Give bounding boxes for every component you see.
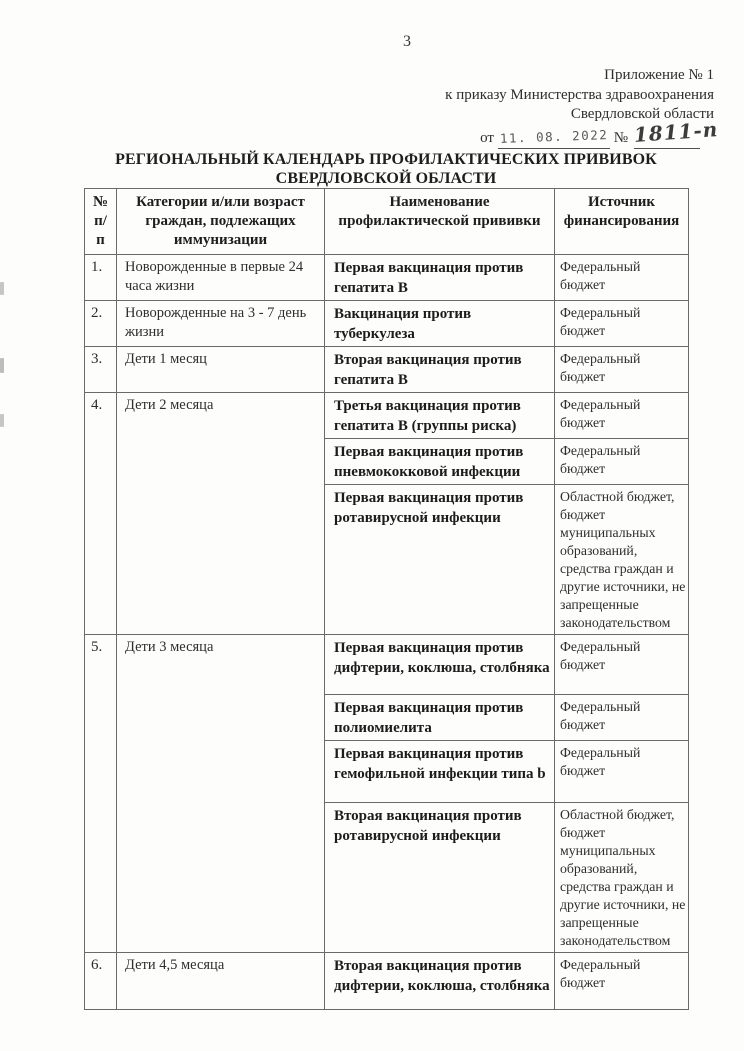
header-num-line: п [96,232,105,248]
cell-category: Дети 4,5 месяца [117,953,325,1010]
header-cell-vaccine: Наименование профилактической прививки [325,189,555,255]
cell-vaccine: Вторая вакцинация против ротавирусной инфекции [325,803,555,953]
table-row [85,301,689,347]
header-cell-category: Категории и/или возраст граждан, подлежащих иммунизации [117,189,325,255]
document-title [84,150,688,188]
cell-vaccine: Первая вакцинация против дифтерии, коклюша, столбняка [325,635,555,695]
cell-vaccine: Вакцинация против туберкулеза [325,301,555,347]
cell-num: 3. [85,347,117,393]
cell-vaccine: Первая вакцинация против гемофильной инфекции типа b [325,741,555,803]
cell-source: Федеральный бюджет [555,695,689,741]
cell-vaccine: Первая вакцинация против гепатита В [325,255,555,301]
cell-num: 1. [85,255,117,301]
order-date-number-line [445,116,719,150]
scan-artifact-mark [0,414,4,427]
order-date-underline [498,128,610,150]
cell-num: 5. [85,635,117,953]
cell-source: Федеральный бюджет [555,953,689,1010]
cell-source: Федеральный бюджет [555,439,689,485]
appendix-line-1: Приложение № 1 [604,67,714,83]
cell-num: 6. [85,953,117,1010]
document-title-line-2: СВЕРДЛОВСКОЙ ОБЛАСТИ [275,170,497,187]
order-date-label: от [480,129,494,146]
cell-source: Федеральный бюджет [555,255,689,301]
vaccination-calendar-table [84,188,689,1010]
table-row [85,635,689,695]
table-row [85,953,689,1010]
cell-source: Федеральный бюджет [555,347,689,393]
page-number: 3 [403,33,411,50]
order-number-handwritten: 1811-п [633,116,719,147]
cell-source: Областной бюджет, бюджет муниципальных образований, средства граждан и другие источники, не запрещенные законодательством [555,485,689,635]
cell-vaccine: Первая вакцинация против пневмококковой инфекции [325,439,555,485]
header-num-line: п/ [94,213,107,229]
cell-category: Дети 3 месяца [117,635,325,953]
table-row [85,393,689,439]
cell-source: Федеральный бюджет [555,741,689,803]
document-title-line-1: РЕГИОНАЛЬНЫЙ КАЛЕНДАРЬ ПРОФИЛАКТИЧЕСКИХ ПРИВИВОК [115,151,657,168]
header-cell-source: Источник финансирования [555,189,689,255]
table-row [85,347,689,393]
cell-num: 4. [85,393,117,635]
cell-source: Областной бюджет, бюджет муниципальных образований, средства граждан и другие источники, не запрещенные законодательством [555,803,689,953]
order-date-stamp: 11. 08. 2022 [499,126,609,146]
cell-source: Федеральный бюджет [555,301,689,347]
appendix-line-2: к приказу Министерства здравоохранения [445,86,714,103]
cell-category: Новорожденные в первые 24 часа жизни [117,255,325,301]
cell-num: 2. [85,301,117,347]
cell-vaccine: Первая вакцинация против ротавирусной инфекции [325,485,555,635]
appendix-line-3: Свердловской области [570,106,714,122]
cell-vaccine: Первая вакцинация против полиомиелита [325,695,555,741]
appendix-block [445,66,719,149]
table-header-row [85,189,689,255]
cell-vaccine: Вторая вакцинация против гепатита В [325,347,555,393]
cell-vaccine: Третья вакцинация против гепатита В (группы риска) [325,393,555,439]
cell-source: Федеральный бюджет [555,635,689,695]
cell-source: Федеральный бюджет [555,393,689,439]
order-number-label: № [613,129,628,146]
cell-vaccine: Вторая вакцинация против дифтерии, коклюша, столбняка [325,953,555,1010]
header-num-line: № [92,194,109,210]
cell-category: Новорожденные на 3 - 7 день жизни [117,301,325,347]
order-number-underline [633,116,719,150]
header-cell-num [85,189,117,255]
table-row [85,255,689,301]
scan-artifact-mark [0,282,4,295]
cell-category: Дети 2 месяца [117,393,325,635]
scan-artifact-mark [0,358,4,373]
cell-category: Дети 1 месяц [117,347,325,393]
